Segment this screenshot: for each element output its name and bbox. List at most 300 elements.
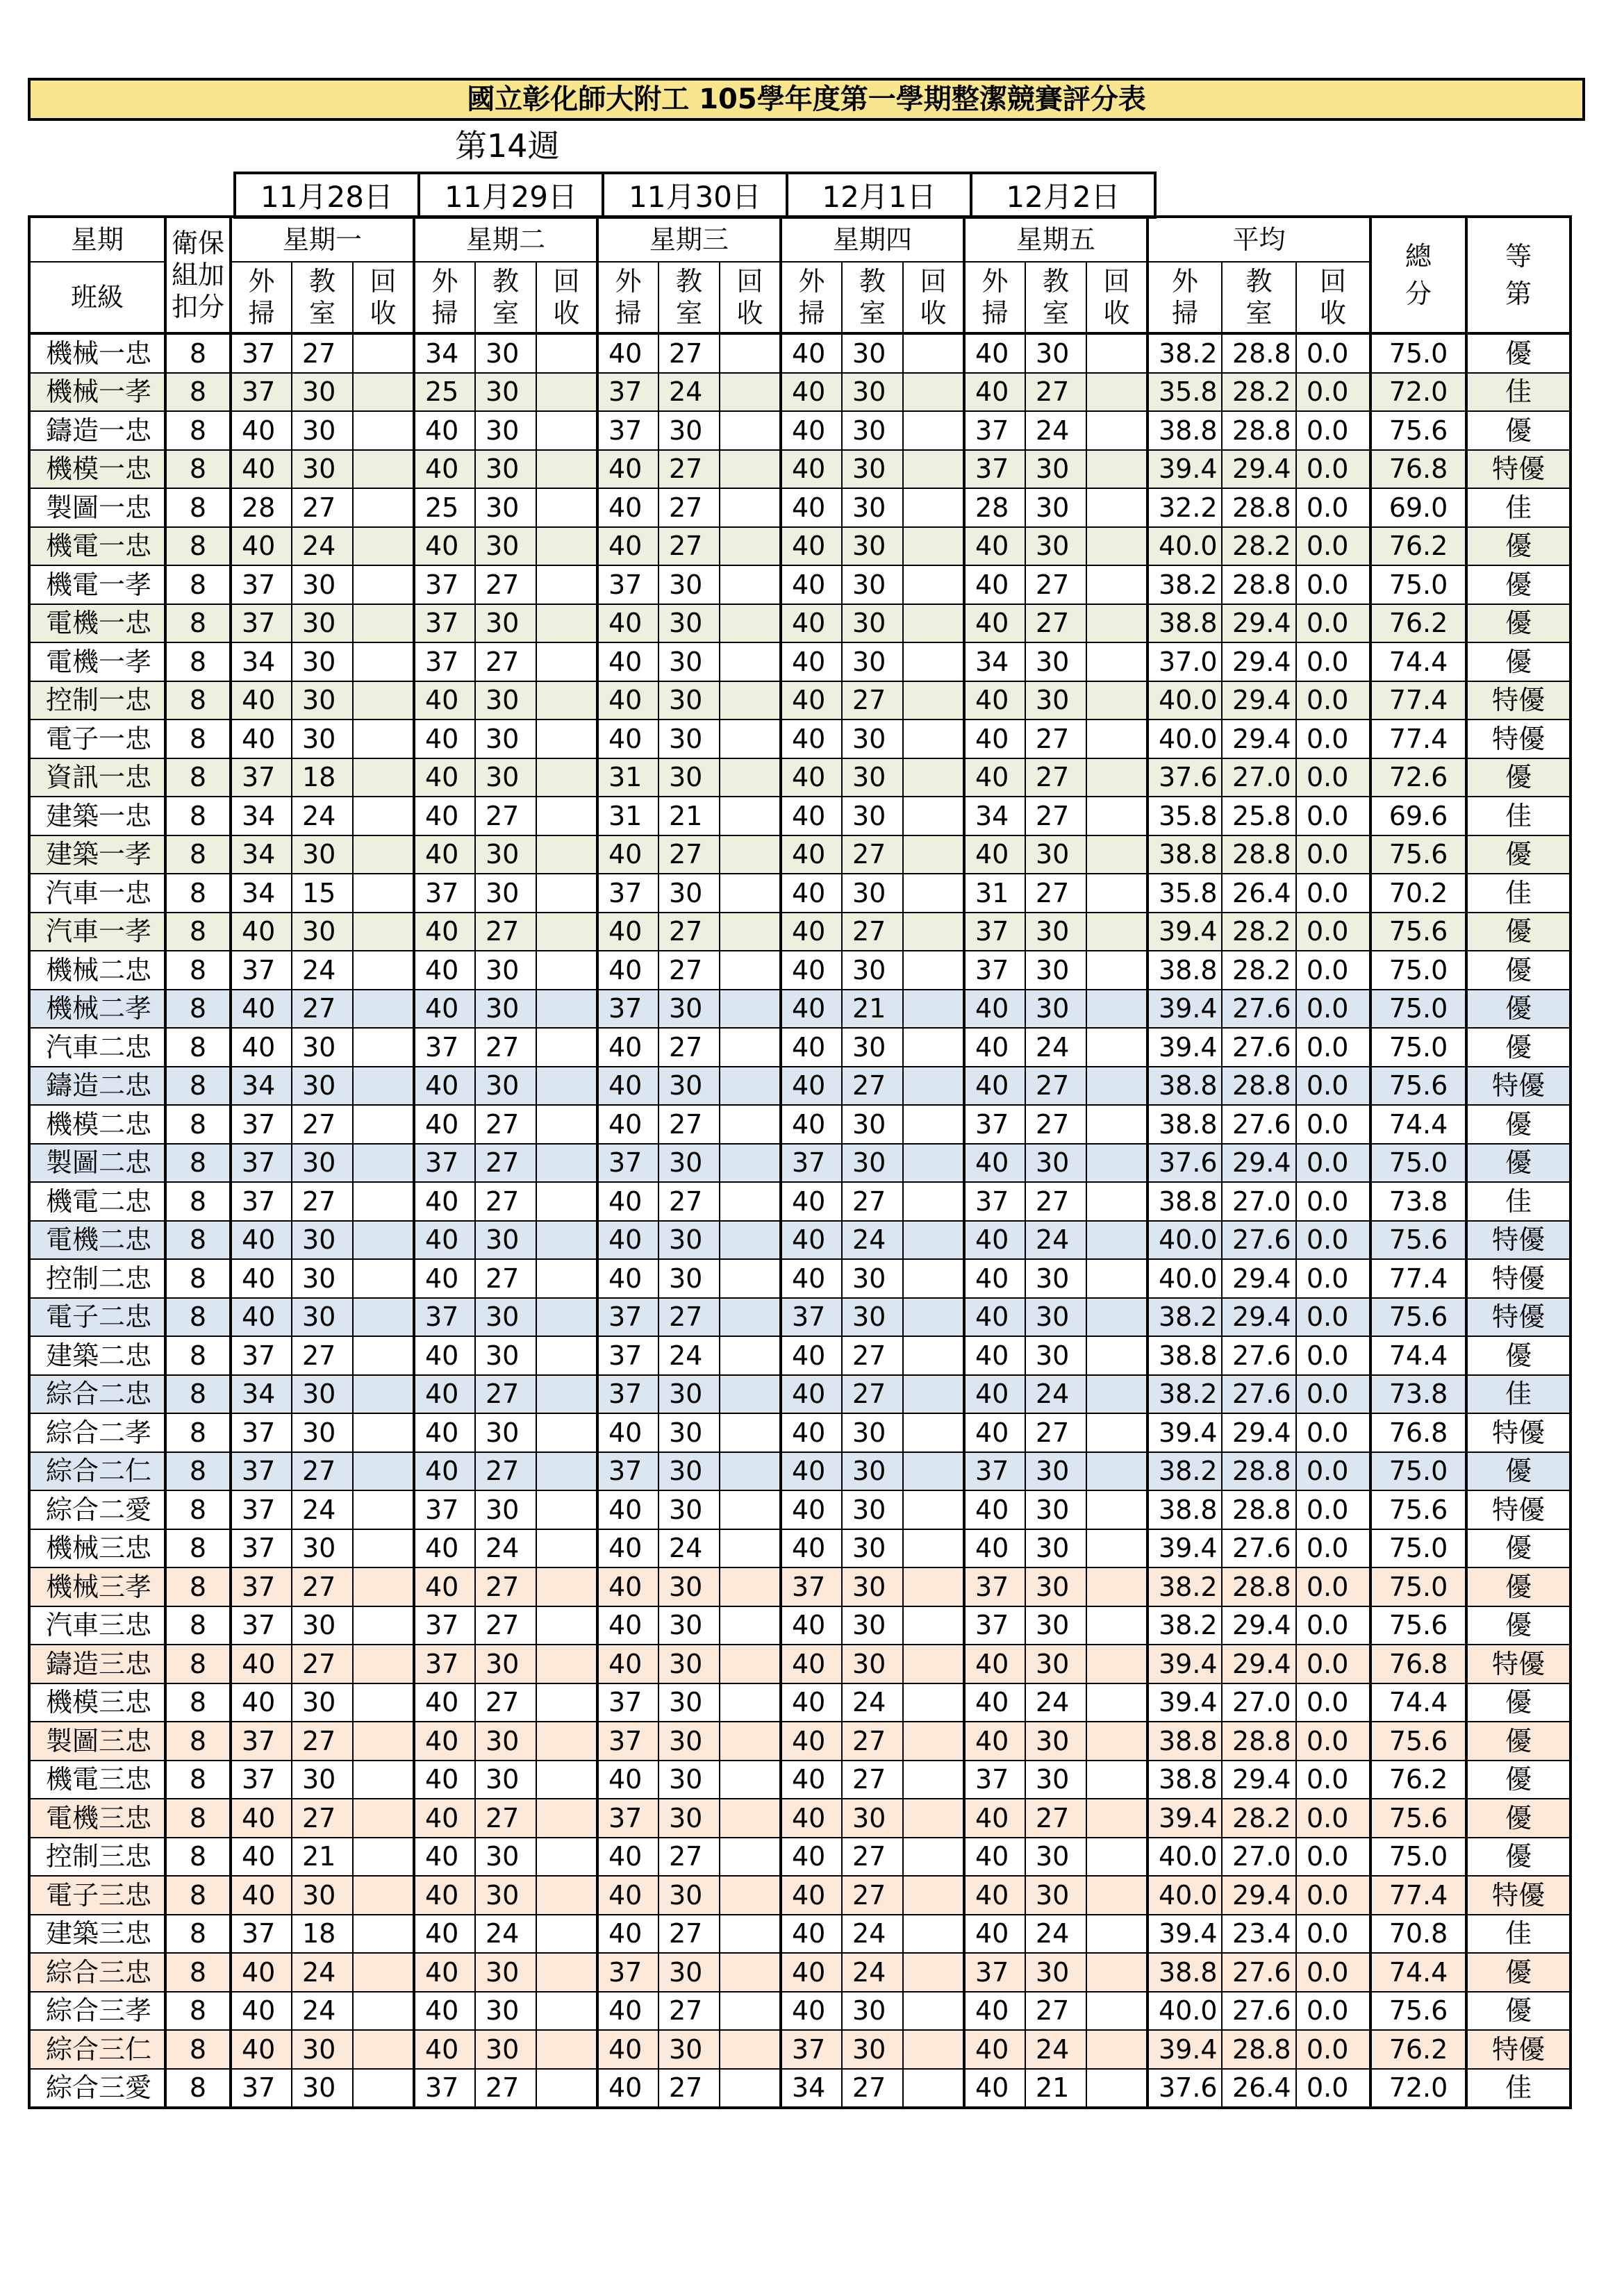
score-cell-fri-classroom: 30 xyxy=(1025,1645,1086,1683)
score-cell-wed-outdoor: 40 xyxy=(597,1876,658,1915)
score-cell-thu-recycle xyxy=(903,758,964,797)
total-cell: 76.8 xyxy=(1370,1413,1466,1452)
avg-cell-classroom: 29.4 xyxy=(1222,1761,1296,1799)
deduct-cell: 8 xyxy=(165,1375,231,1414)
score-cell-tue-recycle xyxy=(536,1028,597,1067)
score-cell-fri-outdoor: 40 xyxy=(964,1221,1025,1260)
score-cell-wed-classroom: 24 xyxy=(658,1336,720,1375)
score-cell-mon-recycle xyxy=(353,333,414,373)
score-cell-mon-classroom: 30 xyxy=(292,835,353,874)
class-name-cell: 資訊一忠 xyxy=(29,758,165,797)
score-cell-wed-classroom: 30 xyxy=(658,1606,720,1645)
class-name-cell: 汽車三忠 xyxy=(29,1606,165,1645)
score-cell-mon-recycle xyxy=(353,1953,414,1992)
score-cell-thu-outdoor: 40 xyxy=(781,1413,842,1452)
score-cell-tue-classroom: 30 xyxy=(475,1221,536,1260)
score-cell-wed-outdoor: 40 xyxy=(597,1645,658,1683)
score-cell-fri-recycle xyxy=(1086,1606,1147,1645)
score-cell-wed-outdoor: 40 xyxy=(597,604,658,643)
avg-cell-recycle: 0.0 xyxy=(1296,1221,1370,1260)
total-cell: 76.2 xyxy=(1370,527,1466,566)
score-cell-tue-recycle xyxy=(536,373,597,412)
score-cell-wed-recycle xyxy=(720,1683,781,1722)
avg-cell-classroom: 28.8 xyxy=(1222,835,1296,874)
score-cell-fri-classroom: 30 xyxy=(1025,488,1086,527)
score-cell-wed-classroom: 27 xyxy=(658,527,720,566)
score-cell-mon-classroom: 24 xyxy=(292,527,353,566)
score-cell-fri-recycle xyxy=(1086,450,1147,489)
score-cell-thu-classroom: 30 xyxy=(842,2030,903,2069)
score-cell-fri-outdoor: 40 xyxy=(964,990,1025,1029)
score-cell-wed-outdoor: 40 xyxy=(597,1529,658,1568)
avg-cell-outdoor: 40.0 xyxy=(1147,681,1222,720)
score-cell-thu-outdoor: 40 xyxy=(781,797,842,835)
table-row xyxy=(29,1799,1571,1838)
score-cell-thu-outdoor: 40 xyxy=(781,1529,842,1568)
total-cell: 75.6 xyxy=(1370,1221,1466,1260)
score-cell-thu-outdoor: 40 xyxy=(781,1722,842,1761)
score-cell-fri-outdoor: 37 xyxy=(964,1182,1025,1221)
avg-cell-classroom: 27.6 xyxy=(1222,1953,1296,1992)
score-cell-thu-outdoor: 40 xyxy=(781,874,842,913)
score-cell-fri-classroom: 27 xyxy=(1025,1413,1086,1452)
score-cell-wed-outdoor: 40 xyxy=(597,1567,658,1606)
score-cell-wed-recycle xyxy=(720,874,781,913)
score-cell-fri-recycle xyxy=(1086,1067,1147,1106)
score-cell-mon-outdoor: 37 xyxy=(231,1722,292,1761)
score-cell-fri-recycle xyxy=(1086,604,1147,643)
score-cell-thu-recycle xyxy=(903,951,964,990)
score-cell-mon-classroom: 27 xyxy=(292,990,353,1029)
deduct-cell: 8 xyxy=(165,1028,231,1067)
class-name-cell: 綜合二孝 xyxy=(29,1413,165,1452)
score-cell-fri-recycle xyxy=(1086,874,1147,913)
score-cell-tue-outdoor: 40 xyxy=(414,835,475,874)
score-cell-wed-recycle xyxy=(720,450,781,489)
grade-cell: 優 xyxy=(1466,835,1571,874)
score-cell-thu-classroom: 27 xyxy=(842,1182,903,1221)
deduct-header: 衛保 組加 扣分 xyxy=(165,217,231,333)
avg-cell-classroom: 29.4 xyxy=(1222,1298,1296,1337)
grade-cell: 佳 xyxy=(1466,488,1571,527)
score-cell-tue-classroom: 24 xyxy=(475,1529,536,1568)
table-row xyxy=(29,1067,1571,1106)
score-cell-tue-outdoor: 40 xyxy=(414,1259,475,1298)
avg-cell-outdoor: 38.2 xyxy=(1147,1375,1222,1414)
score-cell-mon-classroom: 30 xyxy=(292,1606,353,1645)
score-cell-thu-classroom: 30 xyxy=(842,450,903,489)
score-cell-tue-outdoor: 40 xyxy=(414,1876,475,1915)
score-cell-mon-recycle xyxy=(353,1490,414,1529)
score-cell-fri-recycle xyxy=(1086,1529,1147,1568)
day-header-tue: 星期二 xyxy=(414,217,597,262)
score-cell-thu-outdoor: 40 xyxy=(781,488,842,527)
score-cell-thu-classroom: 30 xyxy=(842,1259,903,1298)
score-cell-mon-outdoor: 37 xyxy=(231,1490,292,1529)
score-cell-thu-recycle xyxy=(903,2069,964,2108)
class-name-cell: 機械一忠 xyxy=(29,333,165,373)
score-cell-mon-classroom: 30 xyxy=(292,1683,353,1722)
table-row xyxy=(29,450,1571,489)
avg-cell-recycle: 0.0 xyxy=(1296,1683,1370,1722)
score-cell-fri-outdoor: 40 xyxy=(964,719,1025,758)
class-name-cell: 綜合三忠 xyxy=(29,1953,165,1992)
weekday-header: 星期 xyxy=(29,217,165,262)
score-cell-tue-classroom: 27 xyxy=(475,1105,536,1144)
score-cell-tue-classroom: 30 xyxy=(475,835,536,874)
score-cell-tue-outdoor: 37 xyxy=(414,1144,475,1183)
deduct-cell: 8 xyxy=(165,1221,231,1260)
class-header: 班級 xyxy=(29,262,165,333)
score-cell-fri-classroom: 30 xyxy=(1025,681,1086,720)
score-cell-thu-classroom: 27 xyxy=(842,1838,903,1877)
avg-cell-classroom: 29.4 xyxy=(1222,450,1296,489)
table-row xyxy=(29,1490,1571,1529)
avg-cell-outdoor: 39.4 xyxy=(1147,1799,1222,1838)
total-cell: 70.2 xyxy=(1370,874,1466,913)
score-cell-thu-outdoor: 40 xyxy=(781,681,842,720)
score-cell-mon-recycle xyxy=(353,990,414,1029)
score-cell-tue-outdoor: 40 xyxy=(414,2030,475,2069)
deduct-cell: 8 xyxy=(165,1529,231,1568)
avg-cell-classroom: 27.0 xyxy=(1222,1838,1296,1877)
score-cell-thu-classroom: 27 xyxy=(842,1722,903,1761)
table-row xyxy=(29,1683,1571,1722)
score-cell-thu-classroom: 21 xyxy=(842,990,903,1029)
score-cell-wed-outdoor: 40 xyxy=(597,1915,658,1954)
score-cell-wed-recycle xyxy=(720,1645,781,1683)
deduct-cell: 8 xyxy=(165,565,231,604)
deduct-cell: 8 xyxy=(165,797,231,835)
score-cell-fri-classroom: 27 xyxy=(1025,797,1086,835)
score-cell-fri-classroom: 30 xyxy=(1025,913,1086,951)
score-cell-tue-classroom: 30 xyxy=(475,874,536,913)
score-cell-mon-classroom: 24 xyxy=(292,951,353,990)
score-cell-thu-recycle xyxy=(903,681,964,720)
score-cell-mon-recycle xyxy=(353,1992,414,2031)
deduct-cell: 8 xyxy=(165,951,231,990)
score-cell-wed-recycle xyxy=(720,604,781,643)
score-cell-mon-classroom: 30 xyxy=(292,1259,353,1298)
score-cell-wed-outdoor: 40 xyxy=(597,488,658,527)
score-cell-tue-recycle xyxy=(536,1876,597,1915)
score-cell-wed-outdoor: 37 xyxy=(597,1799,658,1838)
score-cell-thu-outdoor: 40 xyxy=(781,1490,842,1529)
class-name-cell: 機電二忠 xyxy=(29,1182,165,1221)
score-cell-fri-outdoor: 40 xyxy=(964,1992,1025,2031)
score-cell-thu-classroom: 30 xyxy=(842,1567,903,1606)
class-name-cell: 機械三忠 xyxy=(29,1529,165,1568)
score-cell-fri-outdoor: 40 xyxy=(964,1838,1025,1877)
score-cell-tue-outdoor: 37 xyxy=(414,1028,475,1067)
total-cell: 75.6 xyxy=(1370,1067,1466,1106)
score-cell-mon-recycle xyxy=(353,1144,414,1183)
table-row xyxy=(29,1761,1571,1799)
score-cell-tue-recycle xyxy=(536,1336,597,1375)
score-cell-wed-classroom: 30 xyxy=(658,1876,720,1915)
grade-cell: 優 xyxy=(1466,1452,1571,1491)
score-cell-tue-classroom: 27 xyxy=(475,2069,536,2108)
score-cell-fri-recycle xyxy=(1086,1567,1147,1606)
score-cell-wed-classroom: 21 xyxy=(658,797,720,835)
grade-cell: 優 xyxy=(1466,1838,1571,1877)
score-cell-fri-classroom: 30 xyxy=(1025,1259,1086,1298)
score-cell-mon-outdoor: 40 xyxy=(231,411,292,450)
score-cell-fri-recycle xyxy=(1086,1413,1147,1452)
score-cell-tue-outdoor: 40 xyxy=(414,411,475,450)
score-cell-mon-outdoor: 40 xyxy=(231,1683,292,1722)
score-cell-thu-classroom: 27 xyxy=(842,2069,903,2108)
score-cell-fri-outdoor: 34 xyxy=(964,642,1025,681)
score-cell-tue-recycle xyxy=(536,1067,597,1106)
score-cell-mon-recycle xyxy=(353,1452,414,1491)
total-cell: 77.4 xyxy=(1370,1259,1466,1298)
score-cell-mon-outdoor: 40 xyxy=(231,1221,292,1260)
avg-cell-recycle: 0.0 xyxy=(1296,1336,1370,1375)
class-name-cell: 綜合三仁 xyxy=(29,2030,165,2069)
score-cell-wed-outdoor: 31 xyxy=(597,797,658,835)
class-name-cell: 鑄造二忠 xyxy=(29,1067,165,1106)
score-cell-wed-classroom: 24 xyxy=(658,373,720,412)
score-cell-wed-recycle xyxy=(720,1144,781,1183)
score-cell-mon-recycle xyxy=(353,1067,414,1106)
class-name-cell: 綜合三孝 xyxy=(29,1992,165,2031)
avg-cell-outdoor: 39.4 xyxy=(1147,1413,1222,1452)
score-cell-tue-outdoor: 40 xyxy=(414,1375,475,1414)
avg-cell-classroom: 29.4 xyxy=(1222,1413,1296,1452)
grade-cell: 佳 xyxy=(1466,373,1571,412)
avg-cell-classroom: 28.8 xyxy=(1222,1490,1296,1529)
score-cell-wed-recycle xyxy=(720,797,781,835)
subheader-wed-outdoor: 外 掃 xyxy=(597,262,658,333)
grade-cell: 優 xyxy=(1466,1336,1571,1375)
avg-cell-classroom: 28.2 xyxy=(1222,1799,1296,1838)
avg-cell-outdoor: 39.4 xyxy=(1147,1915,1222,1954)
score-cell-tue-recycle xyxy=(536,1722,597,1761)
avg-cell-recycle: 0.0 xyxy=(1296,450,1370,489)
score-cell-wed-recycle xyxy=(720,1105,781,1144)
score-cell-tue-outdoor: 40 xyxy=(414,1452,475,1491)
grade-cell: 特優 xyxy=(1466,1259,1571,1298)
score-cell-fri-recycle xyxy=(1086,1915,1147,1954)
score-cell-thu-classroom: 30 xyxy=(842,1144,903,1183)
avg-cell-outdoor: 39.4 xyxy=(1147,450,1222,489)
score-cell-fri-outdoor: 40 xyxy=(964,1529,1025,1568)
score-cell-thu-recycle xyxy=(903,1298,964,1337)
score-cell-tue-recycle xyxy=(536,1645,597,1683)
table-row xyxy=(29,835,1571,874)
avg-cell-classroom: 28.8 xyxy=(1222,565,1296,604)
class-name-cell: 電機二忠 xyxy=(29,1221,165,1260)
score-cell-thu-recycle xyxy=(903,1375,964,1414)
score-cell-wed-outdoor: 37 xyxy=(597,1375,658,1414)
score-cell-fri-classroom: 27 xyxy=(1025,1105,1086,1144)
avg-cell-classroom: 27.6 xyxy=(1222,1375,1296,1414)
avg-cell-classroom: 29.4 xyxy=(1222,1645,1296,1683)
avg-cell-classroom: 27.6 xyxy=(1222,1221,1296,1260)
total-cell: 75.0 xyxy=(1370,1144,1466,1183)
class-name-cell: 綜合二愛 xyxy=(29,1490,165,1529)
table-row xyxy=(29,2069,1571,2108)
deduct-cell: 8 xyxy=(165,1567,231,1606)
score-cell-mon-recycle xyxy=(353,488,414,527)
score-cell-mon-recycle xyxy=(353,874,414,913)
score-cell-tue-recycle xyxy=(536,527,597,566)
score-cell-mon-outdoor: 40 xyxy=(231,990,292,1029)
grade-cell: 佳 xyxy=(1466,1915,1571,1954)
avg-cell-outdoor: 39.4 xyxy=(1147,2030,1222,2069)
grade-cell: 佳 xyxy=(1466,2069,1571,2108)
score-cell-wed-classroom: 27 xyxy=(658,1028,720,1067)
table-row xyxy=(29,758,1571,797)
score-cell-thu-outdoor: 40 xyxy=(781,1761,842,1799)
avg-cell-recycle: 0.0 xyxy=(1296,565,1370,604)
subheader-wed-recycle: 回 收 xyxy=(720,262,781,333)
score-cell-wed-outdoor: 40 xyxy=(597,1105,658,1144)
score-cell-thu-outdoor: 40 xyxy=(781,1683,842,1722)
class-name-cell: 汽車一孝 xyxy=(29,913,165,951)
avg-cell-classroom: 27.0 xyxy=(1222,1683,1296,1722)
score-cell-mon-outdoor: 37 xyxy=(231,1915,292,1954)
score-cell-tue-recycle xyxy=(536,2069,597,2108)
deduct-cell: 8 xyxy=(165,450,231,489)
avg-cell-recycle: 0.0 xyxy=(1296,1761,1370,1799)
score-cell-tue-classroom: 30 xyxy=(475,758,536,797)
avg-cell-outdoor: 35.8 xyxy=(1147,373,1222,412)
score-cell-thu-outdoor: 40 xyxy=(781,1221,842,1260)
score-cell-wed-classroom: 27 xyxy=(658,1105,720,1144)
score-cell-thu-outdoor: 40 xyxy=(781,1452,842,1491)
avg-cell-recycle: 0.0 xyxy=(1296,1490,1370,1529)
score-cell-tue-recycle xyxy=(536,874,597,913)
score-cell-fri-classroom: 24 xyxy=(1025,1683,1086,1722)
score-cell-fri-recycle xyxy=(1086,642,1147,681)
score-cell-mon-outdoor: 34 xyxy=(231,642,292,681)
score-cell-thu-recycle xyxy=(903,1953,964,1992)
total-cell: 76.8 xyxy=(1370,1645,1466,1683)
avg-cell-classroom: 28.8 xyxy=(1222,488,1296,527)
score-cell-fri-classroom: 30 xyxy=(1025,450,1086,489)
score-cell-mon-recycle xyxy=(353,642,414,681)
score-cell-thu-outdoor: 40 xyxy=(781,411,842,450)
score-cell-thu-classroom: 30 xyxy=(842,719,903,758)
score-cell-wed-outdoor: 40 xyxy=(597,681,658,720)
score-cell-mon-classroom: 27 xyxy=(292,1336,353,1375)
score-cell-tue-recycle xyxy=(536,681,597,720)
deduct-cell: 8 xyxy=(165,1953,231,1992)
class-name-cell: 製圖二忠 xyxy=(29,1144,165,1183)
score-cell-tue-recycle xyxy=(536,1413,597,1452)
score-cell-tue-classroom: 27 xyxy=(475,1452,536,1491)
score-cell-fri-recycle xyxy=(1086,913,1147,951)
score-cell-wed-classroom: 30 xyxy=(658,1067,720,1106)
score-cell-thu-recycle xyxy=(903,1606,964,1645)
score-cell-wed-classroom: 30 xyxy=(658,1413,720,1452)
score-cell-fri-outdoor: 40 xyxy=(964,1259,1025,1298)
score-cell-thu-outdoor: 40 xyxy=(781,1992,842,2031)
score-cell-thu-outdoor: 40 xyxy=(781,1259,842,1298)
score-cell-tue-recycle xyxy=(536,1683,597,1722)
score-cell-thu-outdoor: 40 xyxy=(781,527,842,566)
total-cell: 76.2 xyxy=(1370,2030,1466,2069)
total-cell: 73.8 xyxy=(1370,1182,1466,1221)
score-cell-wed-outdoor: 40 xyxy=(597,1838,658,1877)
score-cell-wed-classroom: 30 xyxy=(658,1221,720,1260)
grade-cell: 佳 xyxy=(1466,797,1571,835)
score-cell-tue-recycle xyxy=(536,1375,597,1414)
score-cell-wed-classroom: 27 xyxy=(658,1182,720,1221)
total-cell: 75.6 xyxy=(1370,1490,1466,1529)
avg-cell-classroom: 23.4 xyxy=(1222,1915,1296,1954)
score-cell-wed-recycle xyxy=(720,681,781,720)
score-cell-fri-classroom: 30 xyxy=(1025,1144,1086,1183)
table-row xyxy=(29,604,1571,643)
score-cell-wed-outdoor: 40 xyxy=(597,1490,658,1529)
score-cell-fri-classroom: 27 xyxy=(1025,758,1086,797)
score-cell-mon-outdoor: 40 xyxy=(231,681,292,720)
avg-cell-outdoor: 38.8 xyxy=(1147,1490,1222,1529)
score-cell-thu-outdoor: 40 xyxy=(781,1876,842,1915)
score-cell-fri-recycle xyxy=(1086,1221,1147,1260)
score-cell-wed-outdoor: 31 xyxy=(597,758,658,797)
score-cell-tue-classroom: 27 xyxy=(475,797,536,835)
score-cell-wed-recycle xyxy=(720,951,781,990)
total-cell: 76.8 xyxy=(1370,450,1466,489)
table-row xyxy=(29,411,1571,450)
score-cell-thu-recycle xyxy=(903,604,964,643)
day-header-fri: 星期五 xyxy=(964,217,1147,262)
score-cell-tue-outdoor: 40 xyxy=(414,797,475,835)
score-cell-thu-recycle xyxy=(903,1645,964,1683)
grade-cell: 優 xyxy=(1466,604,1571,643)
score-cell-wed-outdoor: 40 xyxy=(597,835,658,874)
score-cell-tue-recycle xyxy=(536,1259,597,1298)
avg-cell-recycle: 0.0 xyxy=(1296,488,1370,527)
score-cell-fri-recycle xyxy=(1086,333,1147,373)
score-cell-thu-recycle xyxy=(903,835,964,874)
score-cell-fri-recycle xyxy=(1086,1722,1147,1761)
score-cell-mon-outdoor: 34 xyxy=(231,874,292,913)
score-cell-mon-outdoor: 40 xyxy=(231,527,292,566)
score-cell-wed-classroom: 30 xyxy=(658,604,720,643)
avg-cell-classroom: 29.4 xyxy=(1222,1606,1296,1645)
score-cell-mon-classroom: 27 xyxy=(292,1645,353,1683)
score-cell-fri-recycle xyxy=(1086,1838,1147,1877)
score-cell-thu-recycle xyxy=(903,1336,964,1375)
score-cell-thu-recycle xyxy=(903,1105,964,1144)
score-cell-tue-recycle xyxy=(536,1761,597,1799)
total-cell: 75.6 xyxy=(1370,835,1466,874)
class-name-cell: 製圖三忠 xyxy=(29,1722,165,1761)
score-cell-fri-classroom: 30 xyxy=(1025,1606,1086,1645)
score-cell-thu-recycle xyxy=(903,1529,964,1568)
avg-cell-outdoor: 38.8 xyxy=(1147,1722,1222,1761)
avg-cell-outdoor: 38.8 xyxy=(1147,604,1222,643)
score-cell-wed-outdoor: 40 xyxy=(597,719,658,758)
score-cell-thu-outdoor: 40 xyxy=(781,1182,842,1221)
score-cell-fri-recycle xyxy=(1086,1876,1147,1915)
score-cell-mon-outdoor: 34 xyxy=(231,1067,292,1106)
score-cell-mon-outdoor: 37 xyxy=(231,1529,292,1568)
subheader-fri-recycle: 回 收 xyxy=(1086,262,1147,333)
total-cell: 77.4 xyxy=(1370,681,1466,720)
score-cell-mon-outdoor: 40 xyxy=(231,719,292,758)
deduct-cell: 8 xyxy=(165,1799,231,1838)
score-cell-tue-classroom: 27 xyxy=(475,1567,536,1606)
score-cell-fri-recycle xyxy=(1086,373,1147,412)
grade-cell: 特優 xyxy=(1466,450,1571,489)
score-cell-thu-outdoor: 37 xyxy=(781,2030,842,2069)
